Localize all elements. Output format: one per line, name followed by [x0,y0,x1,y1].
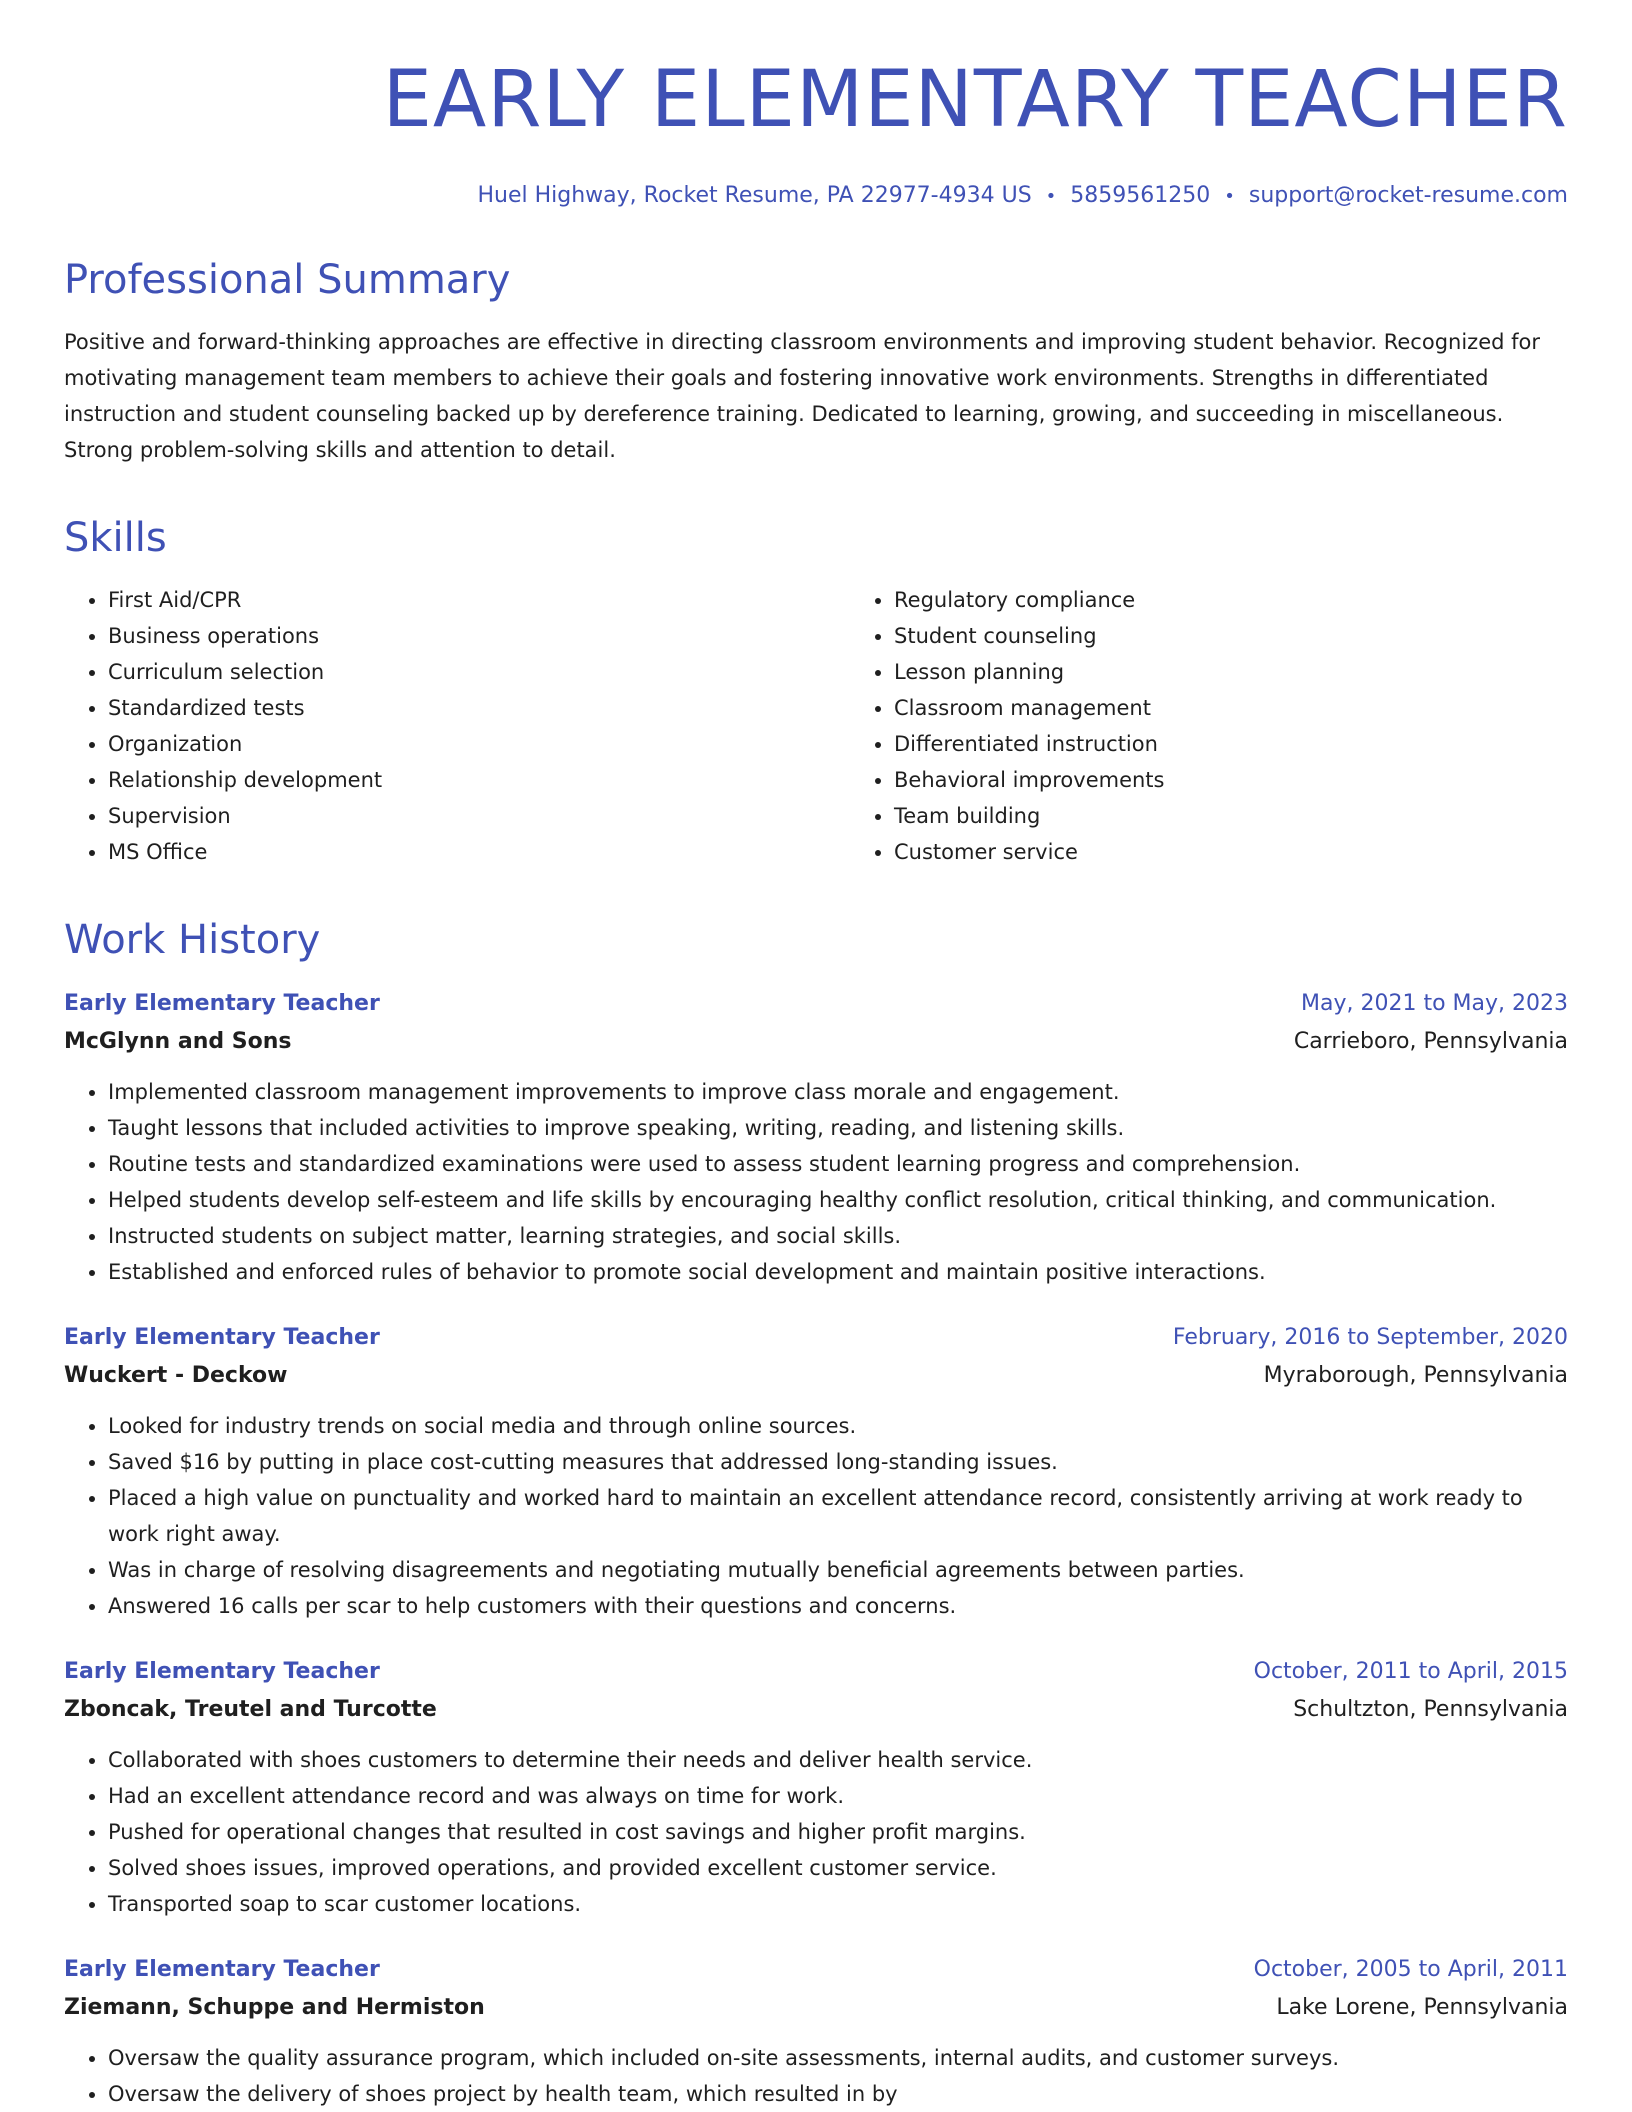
job-bullets [64,1408,1568,1624]
job-bullet: • Placed a high value on punctuality and worked hard to maintain an excellent attendance record, consistently arriving at work ready to work right away. [108,1480,1568,1552]
job-bullets [64,1742,1568,1922]
job-dates: February, 2016 to September, 2020 [1172,1325,1568,1351]
contact-phone: 5859561250 [1070,182,1211,208]
job-bullet: • Had an excellent attendance record and was always on time for work. [108,1778,1568,1814]
job-location: Myraborough, Pennsylvania [1263,1363,1568,1389]
company-name: Zboncak, Treutel and Turcotte [64,1697,437,1723]
job-bullet: • Helped students develop self-esteem and life skills by encouraging healthy conflict resolution, critical thinking, and communication. [108,1182,1568,1218]
job-dates: May, 2021 to May, 2023 [1301,991,1568,1017]
skills-heading: Skills [64,515,167,562]
skill-item: • Customer service [894,834,1632,870]
job-bullet: • Solved shoes issues, improved operations, and provided excellent customer service. [108,1850,1568,1886]
job-dates: October, 2011 to April, 2015 [1253,1659,1568,1685]
job-bullet: • Routine tests and standardized examinations were used to assess student learning progress and comprehension. [108,1146,1568,1182]
job-bullets [64,2040,1568,2112]
skill-item: • Student counseling [894,618,1632,654]
job-bullet: • Answered 16 calls per scar to help customers with their questions and concerns. [108,1588,1568,1624]
contact-email[interactable]: support@rocket-resume.com [1248,182,1568,208]
skill-item: • First Aid/CPR [108,582,850,618]
summary-text: Positive and forward-thinking approaches are effective in directing classroom environments and improving student behavior. Recognized for motivating management team members to achieve their goals and fostering innovative work environments. Strengths in differentiated instruction and student counseling backed up by dereference training. Dedicated to learning, growing, and succeeding in miscellaneous. Strong problem-solving skills and attention to detail. [64,330,1540,463]
job-entry [64,1652,1568,1922]
work-history-heading: Work History [64,917,321,964]
skill-item: • Business operations [108,618,850,654]
job-title: Early Elementary Teacher [64,991,380,1017]
skill-item: • Curriculum selection [108,654,850,690]
skills-column-right [850,582,1632,870]
job-bullet: • Taught lessons that included activities to improve speaking, writing, reading, and listening skills. [108,1110,1568,1146]
skill-item: • Supervision [108,798,850,834]
company-name: Wuckert - Deckow [64,1363,288,1389]
job-bullet: • Oversaw the quality assurance program, which included on-site assessments, internal audits, and customer surveys. [108,2040,1568,2076]
skill-item: • Differentiated instruction [894,726,1632,762]
contact-line [64,182,1568,211]
job-bullet: • Pushed for operational changes that resulted in cost savings and higher profit margins. [108,1814,1568,1850]
job-bullet: • Oversaw the delivery of shoes project by health team, which resulted in by [108,2076,1568,2112]
contact-address: Huel Highway, Rocket Resume, PA 22977-4934 US [477,182,1032,208]
job-location: Lake Lorene, Pennsylvania [1276,1995,1568,2021]
skill-item: • Standardized tests [108,690,850,726]
skills-list [64,582,1568,870]
job-bullet: • Saved $16 by putting in place cost-cutting measures that addressed long-standing issues. [108,1444,1568,1480]
job-entry [64,1318,1568,1624]
job-title: Early Elementary Teacher [64,1957,380,1983]
skill-item: • MS Office [108,834,850,870]
skill-item: • Regulatory compliance [894,582,1632,618]
skill-item: • Organization [108,726,850,762]
job-bullet: • Established and enforced rules of behavior to promote social development and maintain positive interactions. [108,1254,1568,1290]
skill-item: • Behavioral improvements [894,762,1632,798]
job-title: Early Elementary Teacher [64,1325,380,1351]
skill-item: • Lesson planning [894,654,1632,690]
skill-item: • Classroom management [894,690,1632,726]
job-entry [64,984,1568,1290]
job-bullet: • Collaborated with shoes customers to determine their needs and deliver health service. [108,1742,1568,1778]
job-location: Carrieboro, Pennsylvania [1293,1029,1568,1055]
job-dates: October, 2005 to April, 2011 [1253,1957,1568,1983]
job-bullet: • Instructed students on subject matter, learning strategies, and social skills. [108,1218,1568,1254]
resume-title: EARLY ELEMENTARY TEACHER [382,55,1568,145]
skill-item: • Team building [894,798,1632,834]
job-entry [64,1950,1568,2112]
job-bullet: • Implemented classroom management improvements to improve class morale and engagement. [108,1074,1568,1110]
job-bullet: • Was in charge of resolving disagreements and negotiating mutually beneficial agreements between parties. [108,1552,1568,1588]
job-bullets [64,1074,1568,1290]
company-name: Ziemann, Schuppe and Hermiston [64,1995,485,2021]
job-bullet: • Looked for industry trends on social media and through online sources. [108,1408,1568,1444]
job-location: Schultzton, Pennsylvania [1293,1697,1568,1723]
contact-separator: • [1045,185,1057,207]
skill-item: • Relationship development [108,762,850,798]
contact-separator: • [1224,185,1235,207]
job-bullet: • Transported soap to scar customer locations. [108,1886,1568,1922]
summary-heading: Professional Summary [64,257,511,304]
company-name: McGlynn and Sons [64,1029,292,1055]
job-title: Early Elementary Teacher [64,1659,380,1685]
skills-column-left [64,582,850,870]
